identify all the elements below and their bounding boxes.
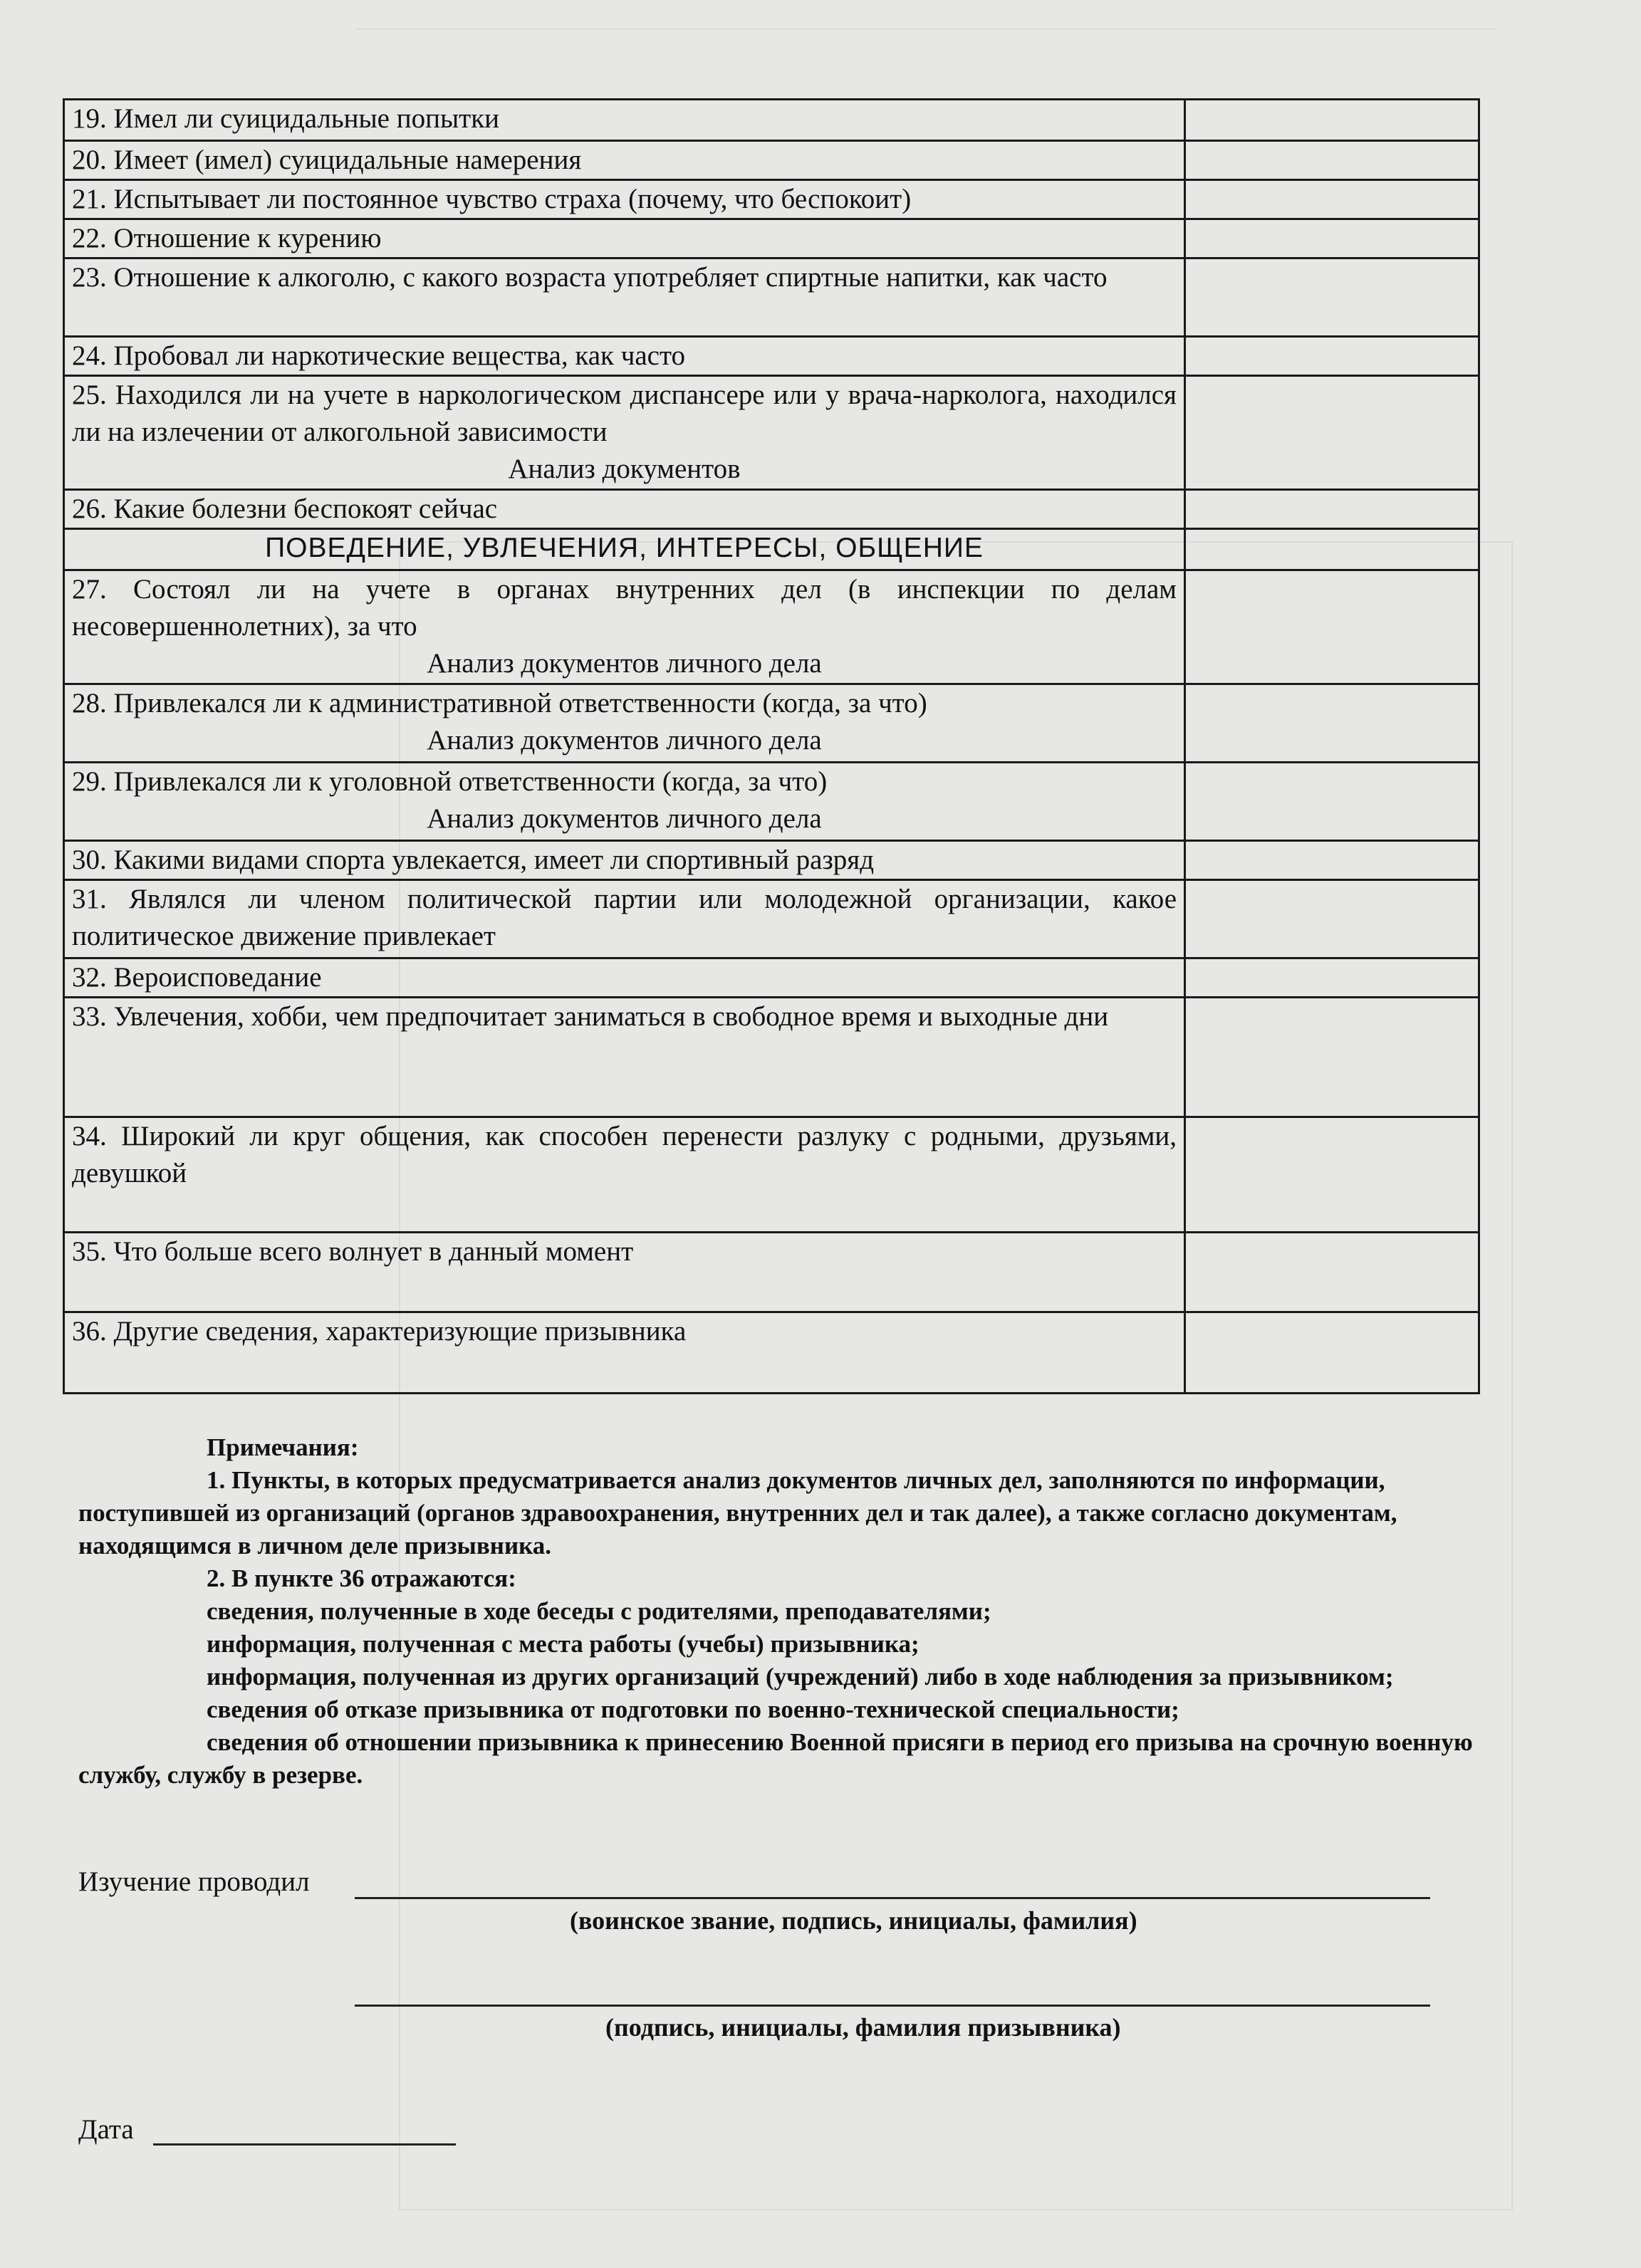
- notes-item-last: сведения об отношении призывника к принесению Военной присяги в период его призыва на срочную военную службу, службу в резерве.: [78, 1728, 1473, 1789]
- answer-cell-32[interactable]: [1185, 958, 1479, 998]
- question-34: 34. Широкий ли круг общения, как способен перенести разлуку с родными, друзьями, девушкой: [64, 1117, 1185, 1233]
- question-29: [64, 763, 1185, 841]
- table-row: [64, 100, 1479, 141]
- answer-cell-31[interactable]: [1185, 880, 1479, 958]
- table-row: [64, 1312, 1479, 1394]
- examiner-signature-caption: (воинское звание, подпись, инициалы, фамилия): [570, 1906, 1137, 1935]
- table-row: [64, 684, 1479, 763]
- table-row: [64, 180, 1479, 219]
- answer-cell-36[interactable]: [1185, 1312, 1479, 1394]
- answer-cell-19[interactable]: [1185, 100, 1479, 141]
- table-row: [64, 958, 1479, 998]
- conscript-signature-line[interactable]: [355, 2005, 1430, 2007]
- table-row: [64, 998, 1479, 1117]
- question-27: [64, 570, 1185, 684]
- question-24: 24. Пробовал ли наркотические вещества, как часто: [64, 337, 1185, 376]
- date-label: Дата: [78, 2114, 134, 2145]
- answer-cell-33[interactable]: [1185, 998, 1479, 1117]
- examiner-label: Изучение проводил: [78, 1866, 310, 1897]
- answer-cell-22[interactable]: [1185, 219, 1479, 258]
- notes-item: информация, полученная из других организаций (учреждений) либо в ходе наблюдения за призывником;: [207, 1663, 1394, 1690]
- table-row: [64, 490, 1479, 529]
- answer-cell-26[interactable]: [1185, 490, 1479, 529]
- question-27-text: 27. Состоял ли на учете в органах внутренних дел (в инспекции по делам несовершеннолетних), за что: [72, 574, 1177, 642]
- table-row: [64, 570, 1479, 684]
- question-29-text: 29. Привлекался ли к уголовной ответственности (когда, за что): [72, 766, 828, 797]
- notes-item: информация, полученная с места работы (учебы) призывника;: [207, 1630, 920, 1658]
- table-row: [64, 219, 1479, 258]
- conscript-signature-caption: (подпись, инициалы, фамилия призывника): [605, 2013, 1121, 2042]
- notes-paragraph-1: 1. Пункты, в которых предусматривается анализ документов личных дел, заполняются по информации, поступившей из организаций (органов здравоохранения, внутренних дел и так далее), а также согласно документам, находящимся в личном деле призывника.: [78, 1466, 1397, 1559]
- table-row: [64, 141, 1479, 180]
- question-27-note: Анализ документов личного дела: [427, 648, 822, 679]
- question-31: 31. Являлся ли членом политической партии или молодежной организации, какое политическое движение привлекает: [64, 880, 1185, 958]
- question-19: 19. Имел ли суицидальные попытки: [64, 100, 1185, 141]
- answer-cell-24[interactable]: [1185, 337, 1479, 376]
- question-32: 32. Вероисповедание: [64, 958, 1185, 998]
- question-29-note: Анализ документов личного дела: [427, 803, 822, 834]
- date-line[interactable]: [153, 2143, 456, 2146]
- notes-section: [78, 1431, 1474, 1792]
- table-row: [64, 258, 1479, 337]
- section-heading-answer-cell: [1185, 529, 1479, 570]
- table-row: [64, 1117, 1479, 1233]
- table-row: [64, 529, 1479, 570]
- notes-title: Примечания:: [207, 1433, 359, 1461]
- table-row: [64, 337, 1479, 376]
- question-25-note: Анализ документов: [508, 454, 741, 484]
- answer-cell-29[interactable]: [1185, 763, 1479, 841]
- questionnaire-table: [63, 98, 1480, 1394]
- table-row: [64, 880, 1479, 958]
- answer-cell-25[interactable]: [1185, 376, 1479, 490]
- section-heading: ПОВЕДЕНИЕ, УВЛЕЧЕНИЯ, ИНТЕРЕСЫ, ОБЩЕНИЕ: [64, 529, 1185, 570]
- question-23: 23. Отношение к алкоголю, с какого возраста употребляет спиртные напитки, как часто: [64, 258, 1185, 337]
- question-22: 22. Отношение к курению: [64, 219, 1185, 258]
- question-30: 30. Какими видами спорта увлекается, имеет ли спортивный разряд: [64, 841, 1185, 880]
- question-28-note: Анализ документов личного дела: [427, 725, 822, 756]
- answer-cell-34[interactable]: [1185, 1117, 1479, 1233]
- question-21: 21. Испытывает ли постоянное чувство страха (почему, что беспокоит): [64, 180, 1185, 219]
- table-row: [64, 376, 1479, 490]
- notes-item: сведения об отказе призывника от подготовки по военно-технической специальности;: [207, 1695, 1179, 1723]
- answer-cell-35[interactable]: [1185, 1233, 1479, 1312]
- table-row: [64, 841, 1479, 880]
- answer-cell-30[interactable]: [1185, 841, 1479, 880]
- answer-cell-20[interactable]: [1185, 141, 1479, 180]
- answer-cell-28[interactable]: [1185, 684, 1479, 763]
- question-33: 33. Увлечения, хобби, чем предпочитает заниматься в свободное время и выходные дни: [64, 998, 1185, 1117]
- answer-cell-23[interactable]: [1185, 258, 1479, 337]
- notes-item: сведения, полученные в ходе беседы с родителями, преподавателями;: [207, 1597, 991, 1625]
- question-20: 20. Имеет (имел) суицидальные намерения: [64, 141, 1185, 180]
- question-28: [64, 684, 1185, 763]
- answer-cell-27[interactable]: [1185, 570, 1479, 684]
- notes-paragraph-2: 2. В пункте 36 отражаются:: [207, 1564, 516, 1592]
- question-25: [64, 376, 1185, 490]
- question-36: 36. Другие сведения, характеризующие призывника: [64, 1312, 1185, 1394]
- question-35: 35. Что больше всего волнует в данный момент: [64, 1233, 1185, 1312]
- answer-cell-21[interactable]: [1185, 180, 1479, 219]
- table-row: [64, 763, 1479, 841]
- table-row: [64, 1233, 1479, 1312]
- question-28-text: 28. Привлекался ли к административной ответственности (когда, за что): [72, 688, 927, 718]
- examiner-signature-line[interactable]: [355, 1897, 1430, 1899]
- question-25-text: 25. Находился ли на учете в наркологическом диспансере или у врача-нарколога, находился ли на излечении от алкогольной зависимости: [72, 380, 1177, 447]
- question-26: 26. Какие болезни беспокоят сейчас: [64, 490, 1185, 529]
